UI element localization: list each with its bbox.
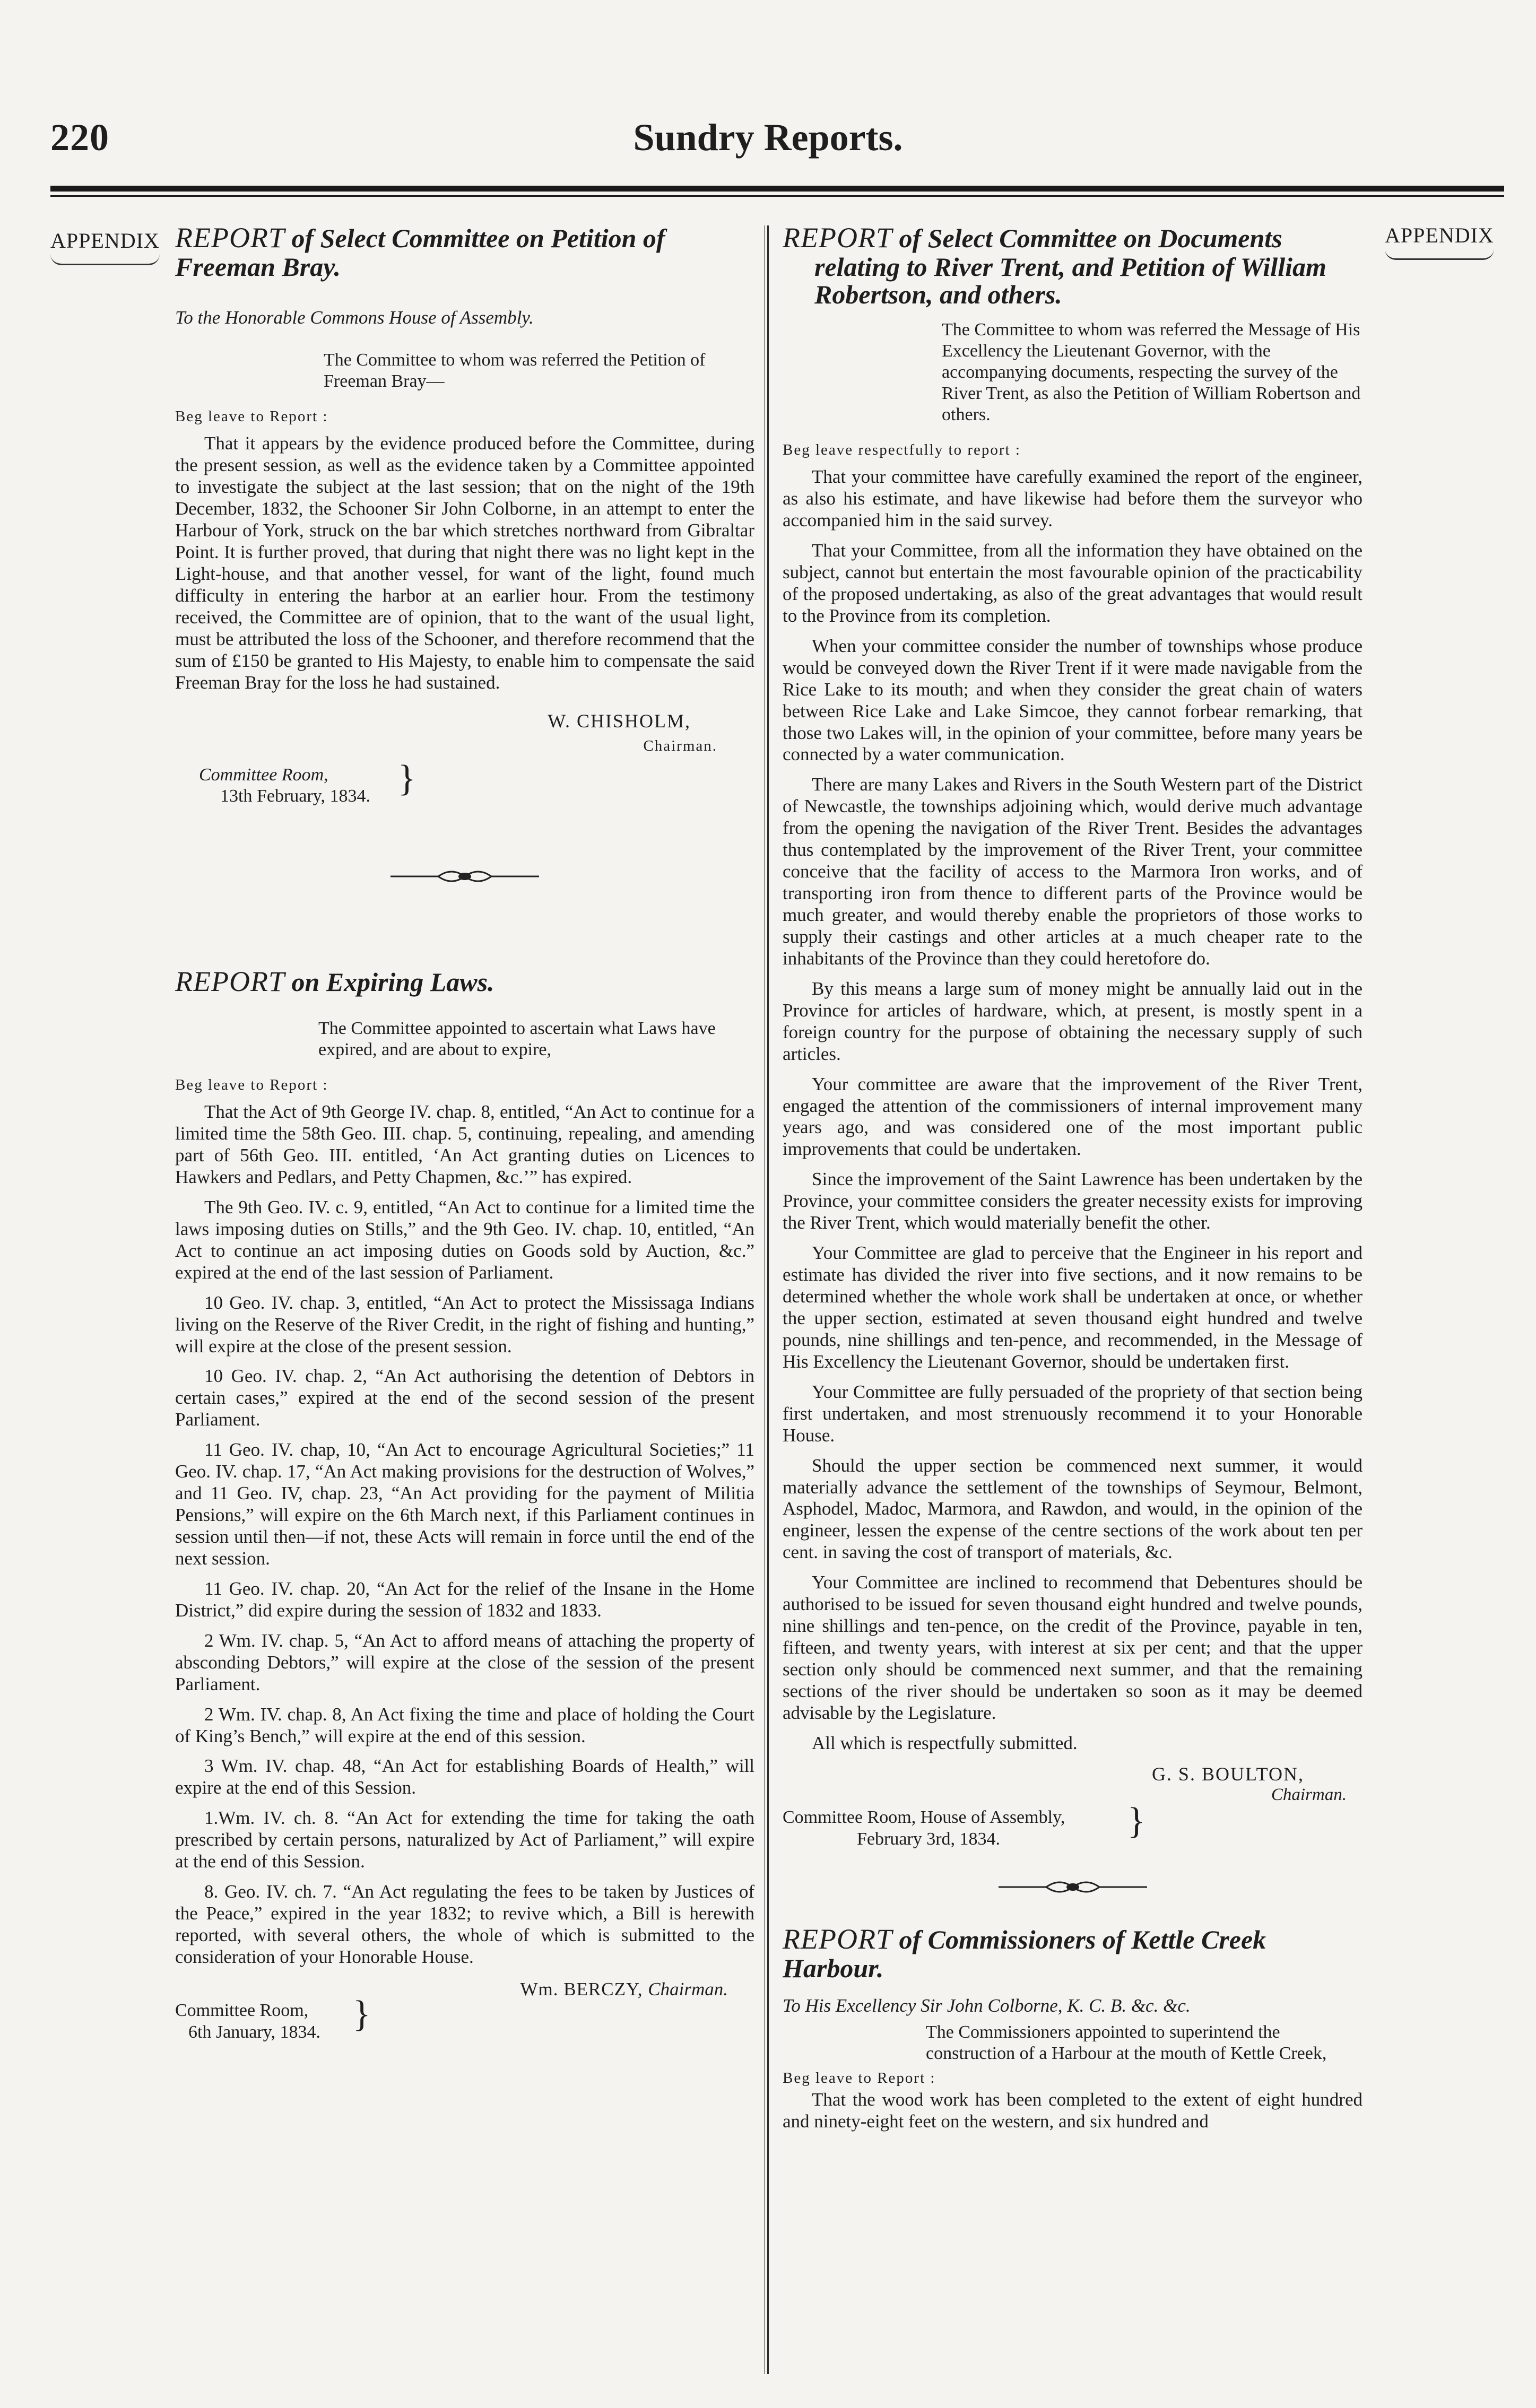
beg-leave-heading: Beg leave to Report :: [783, 2069, 936, 2087]
page-number: 220: [50, 116, 109, 159]
report-title: [783, 223, 1363, 309]
section-ornament: [783, 1876, 1363, 1898]
running-head: Sundry Reports.: [633, 116, 903, 159]
place-line: Committee Room,: [199, 764, 328, 785]
paragraph: Your Committee are inclined to recommend that Debentures should be authorised to be issued for seven thousand eight hundred and twelve pounds, nine shillings and ten-pence, on the credit of the Province, payable in ten, fifteen, and twenty years, with interest at six per cent; and that the upper section only should be commenced next summer, and that the remaining sections of the river should be undertaken so soon as it may be deemed advisable by the Legislature.: [783, 1572, 1363, 1723]
signature: [175, 1979, 754, 2000]
signature: W. CHISHOLM,: [548, 710, 691, 732]
signature-title: Chairman.: [648, 1978, 728, 2000]
paragraph: 8. Geo. IV. ch. 7. “An Act regulating the fees to be taken by Justices of the Peace,” expired in the year 1832; to revive which, a Bill is herewith reported, with several others, the whole of which is submitted to the consideration of your Honorable House.: [175, 1881, 754, 1967]
place-line: Committee Room,: [175, 2000, 309, 2020]
paragraph: Your Committee are fully persuaded of the propriety of that section being first undertaken, and most strenuously recommend it to your Honorable House.: [783, 1381, 1363, 1446]
paragraph: 1.Wm. IV. ch. 8. “An Act for extending the time for taking the oath prescribed by certain persons, naturalized by Act of Parliament,” will expire at the end of this Session.: [175, 1807, 754, 1872]
paragraph: By this means a large sum of money might be annually laid out in the Province for articles of hardware, which, at present, is mostly spent in a foreign country for the purpose of obtaining the necessary supply of such articles.: [783, 978, 1363, 1064]
report-title-lead: REPORT: [783, 1923, 892, 1955]
report-title-lead: REPORT: [175, 966, 285, 998]
report-kettle-creek: [783, 1924, 1363, 2132]
paragraph: All which is respectfully submitted.: [812, 1732, 1078, 1753]
report-freeman-bray: [175, 223, 754, 807]
signature-title: Chairman.: [1271, 1785, 1347, 1804]
beg-leave-heading: Beg leave to Report :: [175, 1076, 328, 1094]
brace-glyph: }: [353, 1993, 371, 2035]
left-column: [175, 223, 754, 2044]
margin-note-right: [1385, 223, 1494, 260]
committee-room-date: [175, 1993, 754, 2044]
intro: The Committee appointed to ascertain what Laws have expired, and are about to expire,: [318, 1018, 716, 1060]
paragraph: 11 Geo. IV. chap, 10, “An Act to encourage Agricultural Societies;” 11 Geo. IV. chap. 17, “An Act making provisions for the destruction of Wolves,” and 11 Geo. IV, chap. 23, “An Act providing for the payment of Militia Pensions,” will expire on the 6th March next, if this Parliament continues in session until then—if not, these Acts will remain in force until the end of the next session.: [175, 1439, 754, 1569]
report-title: [175, 967, 754, 997]
signature-name: Wm. BERCZY,: [520, 1978, 643, 2000]
paragraph: 10 Geo. IV. chap. 2, “An Act authorising the detention of Debtors in certain cases,” expired at the end of the second session of the present Parliament.: [175, 1366, 754, 1430]
paragraph: 3 Wm. IV. chap. 48, “An Act for establishing Boards of Health,” will expire at the end of this Session.: [175, 1755, 754, 1798]
margin-note-left: [50, 228, 160, 265]
paragraph: 11 Geo. IV. chap. 20, “An Act for the relief of the Insane in the Home District,” did expire during the session of 1832 and 1833.: [175, 1578, 754, 1621]
report-title: [783, 1924, 1363, 1982]
committee-room-date: [783, 1800, 1363, 1850]
intro: The Committee to whom was referred the Petition of Freeman Bray—: [324, 350, 706, 392]
margin-note-right-text: APPENDIX: [1385, 223, 1494, 247]
paragraph: That it appears by the evidence produced before the Committee, during the present session, as well as the evidence taken by a Committee appointed to investigate the subject at the last session; that on the night of the 19th December, 1832, the Schooner Sir John Colborne, in an attempt to enter the Harbour of York, struck on the bar which stretches northward from Gibraltar Point. It is further proved, that during that night there was no light kept in the Light-house, and that another vessel, for want of the light, found much difficulty in entering the harbor at an earlier hour. From the testimony received, the Committee are of opinion, that to the want of the usual light, must be attributed the loss of the Schooner, and therefore recommend that the sum of £150 be granted to His Majesty, to enable him to compensate the said Freeman Bray for the loss he had sustained.: [175, 433, 754, 693]
header-rule-thin: [50, 195, 1504, 197]
signature-title: Chairman.: [643, 737, 717, 754]
paragraph: That your committee have carefully examined the report of the engineer, as also his estimate, and have likewise had before them the surveyor who accompanied him in the said survey.: [783, 466, 1363, 531]
margin-note-left-text: APPENDIX: [50, 229, 160, 253]
intro: The Commissioners appointed to superintend the construction of a Harbour at the mouth of Kettle Creek,: [926, 2022, 1327, 2063]
paragraph: Since the improvement of the Saint Lawrence has been undertaken by the Province, your committee considers the greater necessity exists for improving the River Trent, which would materially benefit the other.: [783, 1169, 1363, 1233]
beg-leave-heading: Beg leave respectfully to report :: [783, 441, 1021, 459]
paragraph: That the Act of 9th George IV. chap. 8, entitled, “An Act to continue for a limited time the 58th Geo. III. chap. 5, continuing, repealing, and amending part of 56th Geo. III. entitled, ‘An Act granting duties on Licences to Hawkers and Pedlars, and Petty Chapmen, &c.’” has expired.: [175, 1101, 754, 1187]
paragraph: Your committee are aware that the improvement of the River Trent, engaged the attention of the commissioners of internal improvement many years ago, and was considered one of the most important public improvements that could be undertaken.: [783, 1073, 1363, 1160]
ornament-flourish-icon: [993, 1876, 1152, 1898]
beg-leave-heading: Beg leave to Report :: [175, 408, 328, 425]
date-line: 13th February, 1834.: [220, 786, 370, 806]
paragraph: 2 Wm. IV. chap. 5, “An Act to afford means of attaching the property of absconding Debtors,” will expire at the close of the session of the present Parliament.: [175, 1630, 754, 1694]
right-column: [783, 223, 1363, 2141]
column-divider: [767, 225, 769, 2374]
ornament-flourish-icon: [385, 866, 544, 887]
paragraph: Your Committee are glad to perceive that the Engineer in his report and estimate has divided the river into five sections, and it now remains to be determined whether the whole work shall be undertaken at once, or whether the upper section, estimated at seven thousand eight hundred and twelve pounds, nine shillings and ten-pence, and recommended, in the Message of His Excellency the Lieutenant Governor, should be undertaken first.: [783, 1242, 1363, 1372]
place-line: Committee Room, House of Assembly,: [783, 1807, 1065, 1827]
paragraph: The 9th Geo. IV. c. 9, entitled, “An Act to continue for a limited time the laws imposing duties on Stills,” and the 9th Geo. IV. chap. 10, entitled, “An Act to continue an act imposing duties on Goods sold by Auction, &c.” expired at the end of the last session of Parliament.: [175, 1196, 754, 1283]
report-title-rest: of Select Committee on Petition of Freeman Bray.: [175, 223, 665, 282]
brace-glyph: }: [398, 758, 416, 799]
date-line: February 3rd, 1834.: [857, 1829, 1001, 1849]
signature: G. S. BOULTON,: [1151, 1763, 1304, 1785]
section-ornament: [175, 866, 754, 887]
column-divider-thin: [764, 225, 765, 2374]
report-title-rest: of Select Committee on Documents relating to River Trent, and Petition of William Robertson, and others.: [814, 223, 1326, 310]
report-title-lead: REPORT: [783, 222, 892, 254]
intro: The Committee to whom was referred the Message of His Excellency the Lieutenant Governor, with the accompanying documents, respecting the survey of the River Trent, as also the Petition of William Robertson and others.: [942, 319, 1361, 425]
paragraph: 10 Geo. IV. chap. 3, entitled, “An Act to protect the Mississaga Indians living on the Reserve of the River Credit, in the right of fishing and hunting,” will expire at the close of the present session.: [175, 1292, 754, 1357]
paragraph: When your committee consider the number of townships whose produce would be conveyed down the River Trent if it were made navigable from the Rice Lake to its mouth; and when they consider the great chain of waters between Rice Lake and Lake Simcoe, they cannot forbear remarking, that those two Lakes will, in the opinion of your committee, before many years be connected by a water communication.: [783, 635, 1363, 765]
addressee: To the Honorable Commons House of Assembly.: [175, 307, 534, 328]
report-title-rest: on Expiring Laws.: [284, 967, 494, 997]
paragraph: Should the upper section be commenced next summer, it would materially advance the settlement of the townships of Seymour, Belmont, Asphodel, Madoc, Marmora, and Rawdon, and would, in the opinion of the engineer, lessen the expense of the centre sections of the work about ten per cent. in saving the cost of transport of materials, &c.: [783, 1455, 1363, 1563]
date-line: 6th January, 1834.: [188, 2022, 320, 2042]
report-title-rest: of Commissioners of Kettle Creek Harbour.: [783, 1925, 1266, 1984]
paragraph: 2 Wm. IV. chap. 8, An Act fixing the time and place of holding the Court of King’s Bench,” will expire at the end of this session.: [175, 1703, 754, 1746]
margin-brace-right: [1385, 249, 1494, 260]
report-expiring-laws: [175, 967, 754, 2043]
paragraph: That the wood work has been completed to the extent of eight hundred and ninety-eight feet on the western, and six hundred and: [783, 2089, 1363, 2132]
report-title: [175, 223, 754, 281]
header-rule-thick: [50, 186, 1504, 192]
paragraph: That your Committee, from all the information they have obtained on the subject, cannot but entertain the most favourable opinion of the practicability of the proposed undertaking, as also of the great advantages that would result to the Province from its completion.: [783, 540, 1363, 626]
brace-glyph: }: [1127, 1800, 1146, 1841]
report-river-trent: [783, 223, 1363, 1850]
addressee: To His Excellency Sir John Colborne, K. C. B. &c. &c.: [783, 1995, 1191, 2016]
margin-brace-left: [50, 254, 160, 265]
paragraph: There are many Lakes and Rivers in the South Western part of the District of Newcastle, the townships adjoining which, would derive much advantage from the opening the navigation of the River Trent. Besides the advantages thus contemplated by the improvement of the River Trent, your committee conceive that the facility of access to the Marmora Iron works, and of transporting iron from thence to different parts of the Province would be much greater, and would thereby enable the proprietors of those works to supply their castings and other articles at a much cheaper rate to the inhabitants of the Province than they could heretofore do.: [783, 774, 1363, 969]
committee-room-date: [175, 758, 754, 808]
report-title-lead: REPORT: [175, 222, 285, 254]
